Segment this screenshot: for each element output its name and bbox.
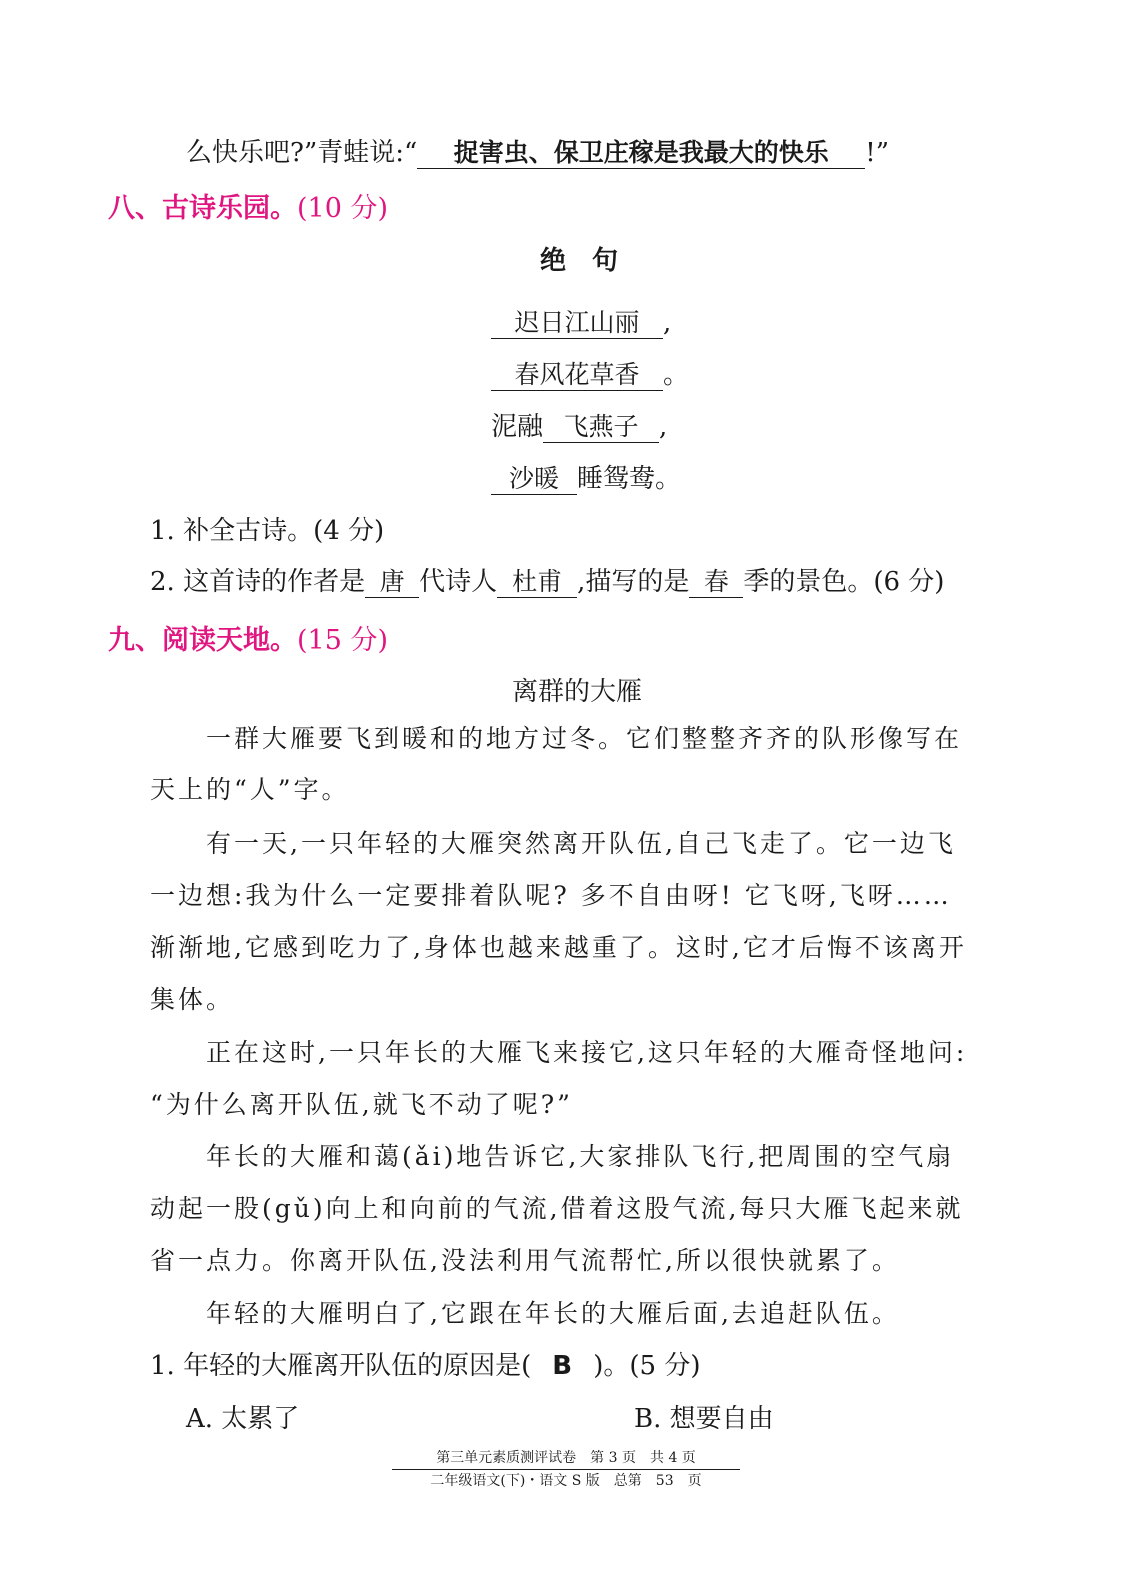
- footer-line2: 二年级语文(下)・语文 S 版 总第 53 页: [430, 1473, 702, 1489]
- story-title: 离群的大雁: [512, 677, 643, 707]
- poem-title: 绝 句: [540, 246, 619, 276]
- story-line: 年长的大雁和蔼(ǎi)地告诉它,大家排队飞行,把周围的空气扇: [150, 1142, 955, 1171]
- answer-season: 春: [689, 567, 743, 598]
- story-line: 动起一股(gǔ)向上和向前的气流,借着这股气流,每只大雁飞起来就: [150, 1194, 964, 1223]
- story-line: 一群大雁要飞到暖和的地方过冬。它们整整齐齐的队形像写在: [150, 724, 963, 753]
- story-line: 集体。: [150, 985, 235, 1014]
- answer-poem-line-4: 沙暖: [491, 464, 577, 495]
- footer: [392, 1449, 740, 1490]
- q2-part2: 代诗人: [419, 567, 498, 597]
- poem-line-4-post: 睡鸳鸯。: [577, 464, 682, 494]
- poem-line-2: [491, 360, 689, 391]
- answer-choice: B: [552, 1351, 573, 1381]
- poem-line-3-pre: 泥融: [491, 412, 544, 442]
- answer-poem-line-1: 迟日江山丽: [491, 308, 663, 339]
- story-line: 正在这时,一只年长的大雁飞来接它,这只年轻的大雁奇怪地问:: [150, 1038, 968, 1067]
- q2-part3: ,描写的是: [577, 567, 690, 597]
- section8-q1: 1. 补全古诗。(4 分): [150, 516, 385, 546]
- top-line-suffix: !”: [865, 138, 890, 168]
- section9-q1: [150, 1351, 700, 1381]
- story-line: 天上的“人”字。: [150, 775, 350, 804]
- section9-heading-text: 九、阅读天地。: [108, 625, 297, 656]
- answer-top-line: 捉害虫、保卫庄稼是我最大的快乐: [417, 138, 865, 169]
- top-line: [186, 138, 889, 169]
- story-line: 渐渐地,它感到吃力了,身体也越来越重了。这时,它才后悔不该离开: [150, 933, 967, 962]
- poem-line-2-punct: 。: [663, 360, 690, 390]
- top-line-prefix: 么快乐吧?”青蛙说:“: [186, 138, 418, 168]
- story-line: “为什么离开队伍,就飞不动了呢?”: [150, 1090, 573, 1119]
- answer-poem-line-2: 春风花草香: [491, 360, 663, 391]
- story-line: 年轻的大雁明白了,它跟在年长的大雁后面,去追赶队伍。: [150, 1299, 900, 1328]
- poem-line-4: [491, 464, 681, 495]
- section8-points: (10 分): [297, 193, 389, 224]
- poem-line-3: [491, 412, 667, 443]
- section9-points: (15 分): [297, 625, 389, 656]
- section9-heading: [108, 618, 388, 657]
- poem-line-1: [491, 308, 671, 339]
- q2-part4: 季的景色。(6 分): [743, 567, 945, 597]
- option-a: A. 太累了: [186, 1404, 300, 1434]
- poem-line-1-punct: ,: [663, 308, 672, 338]
- section9-q1-prefix: 1. 年轻的大雁离开队伍的原因是(: [150, 1351, 532, 1381]
- answer-poem-line-3: 飞燕子: [543, 412, 659, 443]
- story-line: 一边想:我为什么一定要排着队呢? 多不自由呀! 它飞呀,飞呀……: [150, 881, 952, 910]
- answer-poet: 杜甫: [497, 567, 577, 598]
- section8-q2: [150, 567, 944, 598]
- option-b: B. 想要自由: [634, 1404, 774, 1434]
- q2-part1: 2. 这首诗的作者是: [150, 567, 366, 597]
- story-line: 有一天,一只年轻的大雁突然离开队伍,自己飞走了。它一边飞: [150, 829, 956, 858]
- story-line: 省一点力。你离开队伍,没法利用气流帮忙,所以很快就累了。: [150, 1246, 900, 1275]
- answer-dynasty: 唐: [365, 567, 419, 598]
- poem-line-3-punct: ,: [659, 412, 668, 442]
- section8-heading-text: 八、古诗乐园。: [108, 193, 297, 224]
- section9-q1-suffix: )。(5 分): [593, 1351, 701, 1381]
- section8-heading: [108, 186, 388, 225]
- footer-line1: 第三单元素质测评试卷 第 3 页 共 4 页: [392, 1449, 740, 1470]
